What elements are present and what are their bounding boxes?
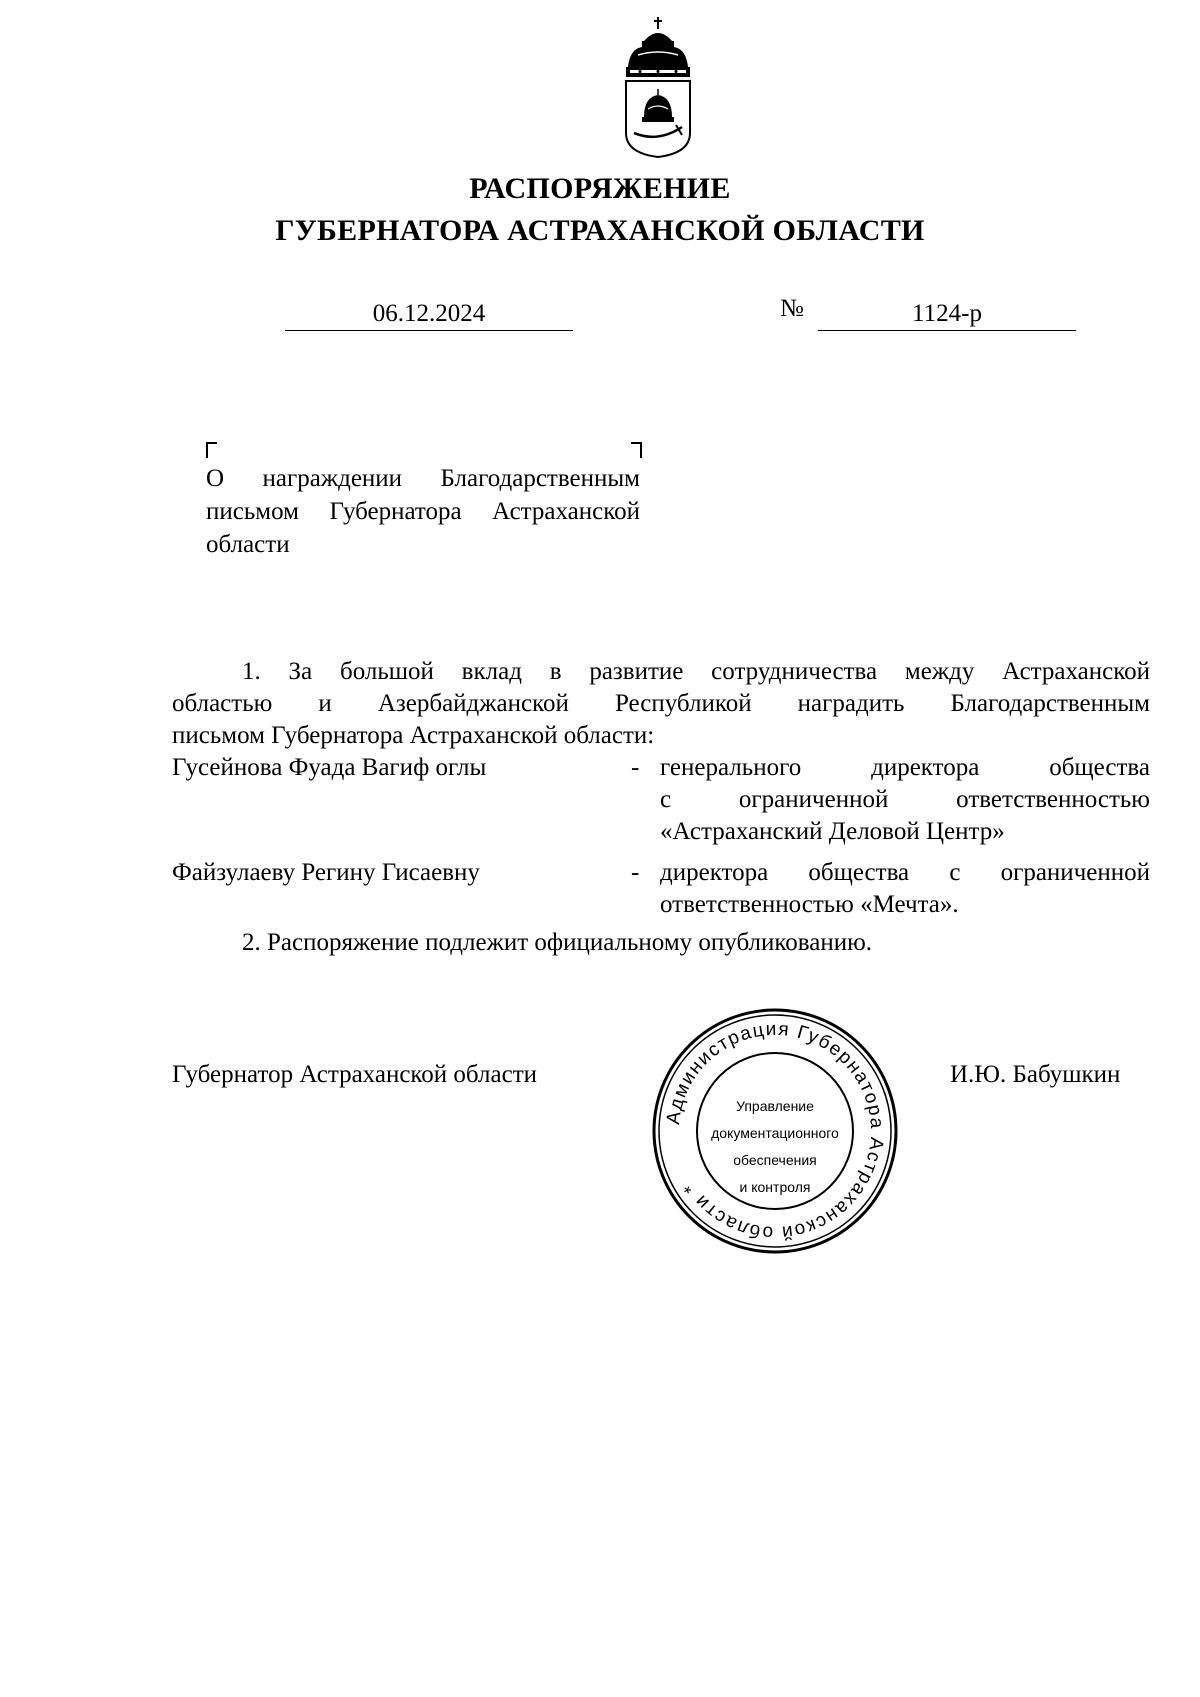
awardee-role <box>660 857 1150 921</box>
role-line: «Астраханский Деловой Центр» <box>660 818 1005 845</box>
awardee-dash: - <box>631 859 640 886</box>
role-line: с ограниченной ответственностью <box>660 786 1150 813</box>
paragraph-line: областью и Азербайджанской Республикой наградить Благодарственным <box>172 690 1150 717</box>
role-line: генерального директора общества <box>660 754 1150 781</box>
subject-corner-left <box>206 442 217 458</box>
paragraph-2: 2. Распоряжение подлежит официальному опубликованию. <box>242 929 873 956</box>
role-line: ответственностью «Мечта». <box>660 891 959 918</box>
document-authority: ГУБЕРНАТОРА АСТРАХАНСКОЙ ОБЛАСТИ <box>275 214 925 247</box>
awardee-name: Гусейнова Фуада Вагиф оглы <box>172 754 487 781</box>
seal-center-line: обеспечения <box>733 1152 817 1168</box>
paragraph-line: письмом Губернатора Астраханской области: <box>172 722 655 749</box>
subject-line: О награждении Благодарственным <box>206 465 640 492</box>
seal-center-line: Управление <box>736 1098 814 1114</box>
seal-center-line: документационного <box>711 1125 839 1141</box>
subject-corner-right <box>631 442 642 458</box>
document-date: 06.12.2024 <box>285 298 573 331</box>
role-line: директора общества с ограниченной <box>660 859 1150 886</box>
number-label: № <box>780 295 804 322</box>
paragraph-line: 1. За большой вклад в развитие сотрудничества между Астраханской <box>242 658 1150 685</box>
awardee-dash: - <box>631 754 640 781</box>
document-number: 1124-р <box>818 298 1076 331</box>
coat-of-arms-icon <box>620 15 696 161</box>
signature-position: Губернатор Астраханской области <box>172 1061 538 1088</box>
subject-line: области <box>206 531 290 558</box>
subject-line: письмом Губернатора Астраханской <box>206 498 640 525</box>
seal-center-line: и контроля <box>739 1179 811 1195</box>
paragraph-1 <box>172 656 1150 752</box>
document-subject <box>206 462 640 561</box>
awardee-role <box>660 752 1150 848</box>
seal-ring-text: Администрация Губернатора Астраханской области * <box>663 1018 888 1244</box>
signature-name: И.Ю. Бабушкин <box>950 1061 1121 1088</box>
document-title: РАСПОРЯЖЕНИЕ <box>469 172 731 205</box>
official-seal <box>651 1007 899 1255</box>
awardee-name: Файзулаеву Регину Гисаевну <box>172 859 480 886</box>
